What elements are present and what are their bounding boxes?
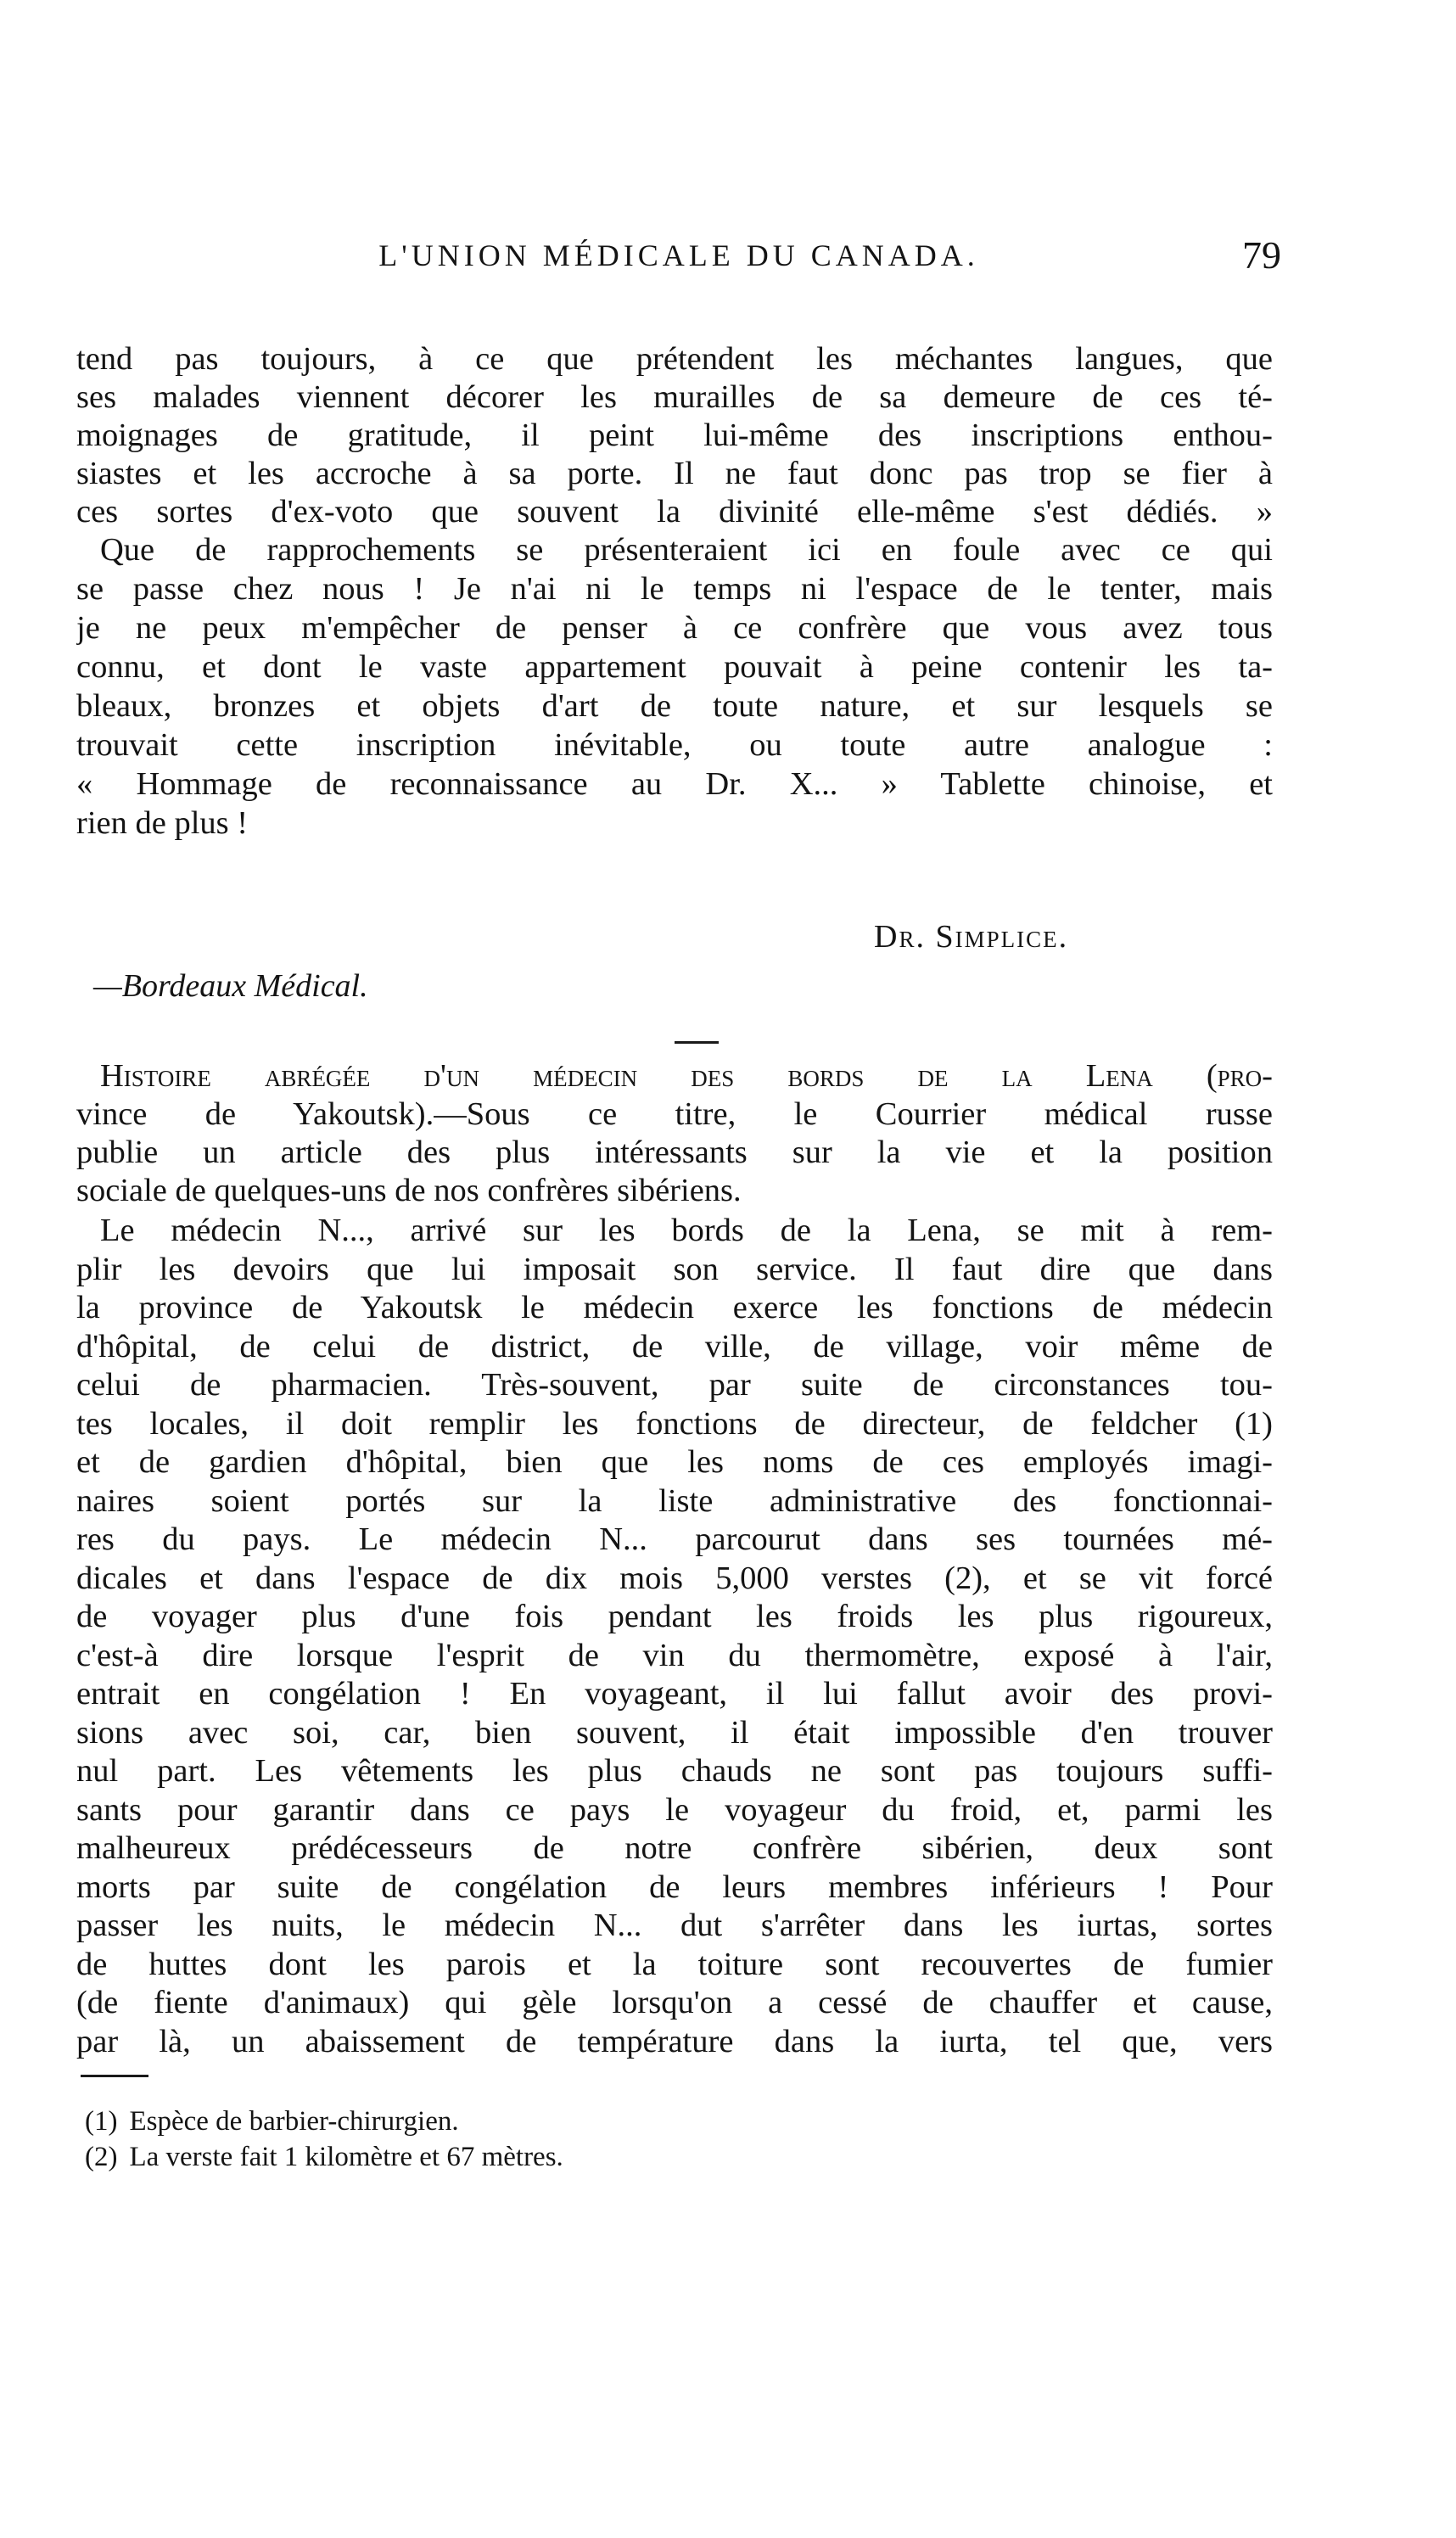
text-line: morts par suite de congélation de leurs membres inférieurs ! Pour [76, 1868, 1273, 1905]
text-line: et de gardien d'hôpital, bien que les noms de ces employés imagi- [76, 1444, 1273, 1480]
text-line: « Hommage de reconnaissance au Dr. X... » Tablette chinoise, et [76, 766, 1273, 802]
text-line: de huttes dont les parois et la toiture sont recouvertes de fumier [76, 1946, 1273, 1982]
text-line: plir les devoirs que lui imposait son service. Il faut dire que dans [76, 1251, 1273, 1287]
text-line: Le médecin N..., arrivé sur les bords de la Lena, se mit à rem- [100, 1213, 1273, 1248]
text-line: siastes et les accroche à sa porte. Il ne faut donc pas trop se fier à [76, 456, 1273, 491]
text-line: je ne peux m'empêcher de penser à ce confrère que vous avez tous [76, 610, 1273, 646]
footnote-mark: (1) [85, 2106, 118, 2137]
text-line: la province de Yakoutsk le médecin exerce les fonctions de médecin [76, 1290, 1273, 1325]
text-line: se passe chez nous ! Je n'ai ni le temps ni l'espace de le tenter, mais [76, 571, 1273, 607]
text-line: ses malades viennent décorer les murailles de sa demeure de ces té- [76, 379, 1273, 415]
text-line: ces sortes d'ex-voto que souvent la divinité elle-même s'est dédiés. » [76, 494, 1273, 529]
author-signature: Dr. Simplice. [874, 919, 1069, 955]
footnote-2 [85, 2140, 563, 2174]
footnote-text: Espèce de barbier-chirurgien. [129, 2106, 459, 2137]
text-line: (de fiente d'animaux) qui gèle lorsqu'on a cessé de chauffer et cause, [76, 1985, 1273, 2020]
text-line: celui de pharmacien. Très-souvent, par suite de circonstances tou- [76, 1367, 1273, 1403]
text-line: dicales et dans l'espace de dix mois 5,000 verstes (2), et se vit forcé [76, 1560, 1273, 1596]
footnote-text: La verste fait 1 kilomètre et 67 mètres. [129, 2142, 563, 2172]
text-line: naires soient portés sur la liste administrative des fonctionnai- [76, 1482, 1273, 1519]
footnote-divider [81, 2075, 148, 2077]
text-line: sociale de quelques-uns de nos confrères sibériens. [76, 1173, 742, 1208]
text-line: moignages de gratitude, il peint lui-même des inscriptions enthou- [76, 417, 1273, 453]
text-line: malheureux prédécesseurs de notre confrère sibérien, deux sont [76, 1830, 1273, 1866]
text-line: passer les nuits, le médecin N... dut s'arrêter dans les iurtas, sortes [76, 1908, 1273, 1943]
text-line: bleaux, bronzes et objets d'art de toute nature, et sur lesquels se [76, 688, 1273, 724]
section-divider [675, 1041, 719, 1044]
text-line: sions avec soi, car, bien souvent, il était impossible d'en trouver [76, 1714, 1273, 1751]
text-line: publie un article des plus intéressants sur la vie et la position [76, 1135, 1273, 1170]
text-line: tes locales, il doit remplir les fonctions de directeur, de feldcher (1) [76, 1405, 1273, 1442]
source-citation: —Bordeaux Médical. [93, 968, 368, 1004]
text-line: par là, un abaissement de température dans la iurta, tel que, vers [76, 2023, 1273, 2059]
text-line: Que de rapprochements se présenteraient ici en foule avec ce qui [100, 532, 1273, 568]
page-number: 79 [1242, 233, 1281, 277]
text-line: rien de plus ! [76, 805, 249, 841]
text-line: sants pour garantir dans ce pays le voyageur du froid, et, parmi les [76, 1791, 1273, 1828]
text-line: res du pays. Le médecin N... parcourut dans ses tournées mé- [76, 1521, 1273, 1557]
text-line: connu, et dont le vaste appartement pouvait à peine contenir les ta- [76, 649, 1273, 685]
text-line: nul part. Les vêtements les plus chauds ne sont pas toujours suffi- [76, 1753, 1273, 1789]
text-line: entrait en congélation ! En voyageant, il lui fallut avoir des provi- [76, 1676, 1273, 1712]
page-header [76, 233, 1281, 289]
text-line: de voyager plus d'une fois pendant les froids les plus rigoureux, [76, 1599, 1273, 1634]
text-line: trouvait cette inscription inévitable, ou toute autre analogue : [76, 727, 1273, 763]
article-title-line: Histoire abrégée d'un médecin des bords de la Lena (pro- [100, 1058, 1273, 1094]
footnote-1 [85, 2104, 459, 2138]
text-line: tend pas toujours, à ce que prétendent les méchantes langues, que [76, 341, 1273, 377]
text-line: d'hôpital, de celui de district, de ville, de village, voir même de [76, 1328, 1273, 1364]
text-line: c'est-à dire lorsque l'esprit de vin du thermomètre, exposé à l'air, [76, 1637, 1273, 1673]
footnote-mark: (2) [85, 2142, 118, 2172]
running-title: L'UNION MÉDICALE DU CANADA. [378, 238, 979, 272]
text-line: vince de Yakoutsk).—Sous ce titre, le Courrier médical russe [76, 1096, 1273, 1132]
